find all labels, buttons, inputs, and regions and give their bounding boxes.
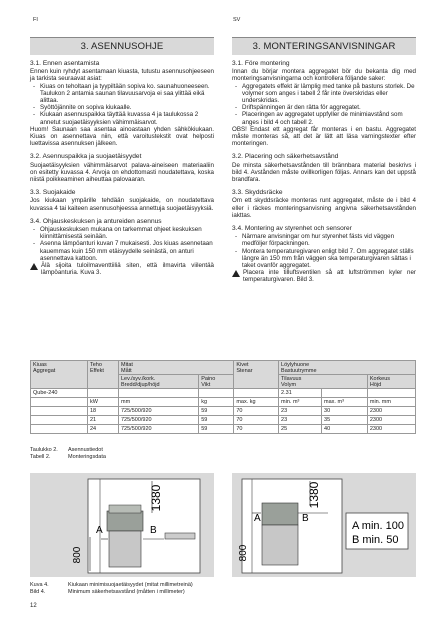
warning <box>232 269 416 283</box>
unit-cell: min. m³ <box>279 398 322 407</box>
table-header-row <box>31 361 416 375</box>
heading-3-2-fi: 3.2. Asennuspaikka ja suojaetäisyydet <box>30 153 142 161</box>
cell: 18 <box>88 407 119 416</box>
th-weight: Paino Vikt <box>199 375 234 389</box>
caption-key: Tabell 2. <box>30 453 51 460</box>
cell: 725/500/920 <box>119 407 199 416</box>
list-item: - Kiukaan asennuspaikka täyttää kuvassa 4 ja taulukossa 2 annetut suojaetäisyyksien vähimmäisarvot. <box>40 111 214 125</box>
paragraph: Suojaetäisyyksien vähimmäisarvot palava-aineiseen materiaaliin on esitetty kuvassa 4. Arvoja on ehdottomasti noudatettava, koska niistä poikkeaminen aiheuttaa palovaaran. <box>30 161 214 184</box>
list-item: - Syöttöjännite on sopiva kiukaalle. <box>40 104 214 111</box>
heading-3-3-fi: 3.3. Suojakaide <box>30 189 76 197</box>
cell: 35 <box>322 416 368 425</box>
unit-cell: kW <box>88 398 119 407</box>
paragraph: Jos kiukaan ympärille tehdään suojakaide, on noudatettava kuvassa 4 tai kaiteen asennusohjeessa annettuja suojaetäisyyksiä. <box>30 197 214 212</box>
cell: 725/500/920 <box>119 425 199 434</box>
cell: 2300 <box>367 416 415 425</box>
cell: 70 <box>234 425 279 434</box>
caption-text: Asennustiedot <box>68 447 103 453</box>
checklist <box>232 233 416 269</box>
th-power: Teho Effekt <box>88 361 119 389</box>
column-sv <box>232 60 416 290</box>
warning <box>30 262 214 276</box>
label-a: A <box>254 513 261 524</box>
label-b: B <box>150 525 157 536</box>
unit-cell: max. m³ <box>322 398 368 407</box>
label-b: B <box>302 513 309 524</box>
cell: 23 <box>279 407 322 416</box>
th-heater: Kiuas Aggregat <box>31 361 88 389</box>
warning-text: Älä sijoita tuloilmaventtiiliä siten, että ilmavirta viilentää lämpöanturia. Kuva 3. <box>41 262 214 277</box>
cell: 59 <box>199 416 234 425</box>
cell: 59 <box>199 425 234 434</box>
th-volume: Tilavuus Volym <box>279 375 368 389</box>
heading-3-4-sv: 3.4. Montering av styrenhet och sensorer <box>232 225 352 233</box>
cell: 70 <box>234 416 279 425</box>
cell: 40 <box>322 425 368 434</box>
paragraph: Innan du börjar montera aggregatet bör du bekanta dig med monteringsanvisningarna och kontrollera följande saker: <box>232 68 416 83</box>
th-size: Lev./syv./kork. Bredd/djup/höjd <box>119 375 199 389</box>
paragraph: De minsta säkerhetsavstånden till brännbara material beskrivs i bild 4. Avstånden måste ovillkorligen följas. Annars kan det uppstå brandfara. <box>232 161 416 184</box>
caption-text: Monteringsdata <box>68 453 106 460</box>
ref-cell: 2.31 <box>279 389 322 398</box>
heading-3-1-sv: 3.1. Före montering <box>232 60 290 67</box>
checklist <box>30 83 214 126</box>
cell: 725/500/920 <box>119 416 199 425</box>
paragraph: Ennen kuin ryhdyt asentamaan kiuasta, tutustu asennusohjeeseen ja tarkista seuraavat asiat: <box>30 68 214 83</box>
warning-text: Placera inte tilluftsventilen så att luftströmmen kyler ner temperaturgivaren. Bild 3. <box>243 269 416 284</box>
page-number: 12 <box>30 603 37 609</box>
th-dimensions: Mitat Mått <box>119 361 234 375</box>
legend-b: B min. 50 <box>352 534 399 546</box>
heading-3-2-sv: 3.2. Placering och säkerhetsavstånd <box>232 153 339 161</box>
list-item: - Driftspänningen är den rätta för aggregatet. <box>242 104 416 111</box>
cell: 21 <box>88 416 119 425</box>
th-height: Korkeus Höjd <box>367 375 415 389</box>
th-stones: Kivet Stenar <box>234 361 279 389</box>
unit-cell: min. mm <box>367 398 415 407</box>
heading-3-3-sv: 3.3. Skyddsräcke <box>232 189 283 197</box>
table-row <box>31 425 416 434</box>
unit-cell: mm <box>119 398 199 407</box>
unit-cell: max. kg <box>234 398 279 407</box>
caption-key: Kuva 4. <box>30 582 49 588</box>
unit-cell: kg <box>199 398 234 407</box>
th-steam-room: Löylyhuone Bastuutrymme <box>279 361 416 375</box>
cell: 24 <box>88 425 119 434</box>
list-item: - Asenna lämpöanturi kuvan 7 mukaisesti. Jos kiuas asennetaan kauemmas kuin 150 mm etäisyydelle seinästä, on anturi asennettava kattoon. <box>40 240 214 262</box>
clearance-diagram <box>232 473 416 577</box>
cell: 2300 <box>367 407 415 416</box>
checklist <box>30 226 214 262</box>
table-caption <box>30 447 106 460</box>
dim-1380: 1380 <box>149 484 163 512</box>
figure-caption <box>30 582 193 595</box>
list-item: - Placeringen av aggregatet uppfyller de minimiavstånd som anges i bild 4 och tabell 2. <box>242 111 416 125</box>
column-fi <box>30 60 214 282</box>
dim-1380: 1380 <box>307 481 321 509</box>
caption-text: Minimum säkerhetsavstånd (måtten i millimeter) <box>68 588 185 595</box>
language-tag-fi: FI <box>33 17 38 23</box>
list-item: - Kiuas on teholtaan ja tyypiltään sopiva ko. saunahuoneeseen. Taulukon 2 antamia saunan tilavuusarvoja ei saa ylittää eikä alittaa. <box>40 83 214 105</box>
caption-key: Taulukko 2. <box>30 447 58 453</box>
table-row <box>31 416 416 425</box>
cell: 25 <box>279 425 322 434</box>
legend-a: A min. 100 <box>352 520 404 532</box>
checklist <box>232 83 416 126</box>
table-row <box>31 389 416 398</box>
clearance-figure-left <box>30 473 214 577</box>
heading-3-1-fi: 3.1. Ennen asentamista <box>30 60 100 67</box>
clearance-diagram <box>30 473 214 577</box>
cell: 70 <box>234 407 279 416</box>
paragraph: Om ett skyddsräcke monteras runt aggregatet, måste de i bild 4 eller i räckes monteringsanvisning angivna säkerhetsavstånden iakttas. <box>232 197 416 219</box>
cell: 2300 <box>367 425 415 434</box>
clearance-figure-right <box>232 473 416 577</box>
dim-800: 800 <box>72 546 83 564</box>
list-item: - Aggregatets effekt är lämplig med tanke på bastuns storlek. De volymer som anges i tabell 2 får inte överskridas eller underskridas. <box>242 83 416 105</box>
list-item: - Montera temperaturegivaren enligt bild 7. Om aggregatet ställs längre än 150 mm från väggen ska temperaturgivaren sättas i taket ovanför aggregatet. <box>242 248 416 270</box>
dim-800: 800 <box>238 544 249 562</box>
warning-icon <box>30 263 38 270</box>
model-cell: Qube-240 <box>31 389 88 398</box>
section-header-sv: 3. MONTERINGSANVISNINGAR <box>232 37 416 55</box>
note: OBS! Endast ett aggregat får monteras i en bastu. Aggregatet måste monteras så, att det är lätt att läsa varningstexter efter monteringen. <box>232 125 416 148</box>
caption-text: Kiukaan minimisuojaetäisyydet (mitat millimetreinä) <box>68 582 193 588</box>
table-row <box>31 407 416 416</box>
warning-icon <box>232 270 240 277</box>
heading-3-4-fi: 3.4. Ohjauskeskuksen ja antureiden asennus <box>30 217 162 225</box>
table-units-row <box>31 398 416 407</box>
language-tag-sv: SV <box>233 17 241 23</box>
caption-key: Bild 4. <box>30 588 46 595</box>
note: Huom! Saunaan saa asentaa ainoastaan yhden sähkökiukaan. Kiuas on asennettava niin, että varoitustekstit ovat helposti luettavissa asennuksen jälkeen. <box>30 125 214 148</box>
label-a: A <box>96 525 103 536</box>
list-item: - Närmare anvisningar om hur styrenhet fästs vid väggen medföljer förpackningen. <box>242 233 416 247</box>
list-item: - Ohjauskeskuksen mukana on tarkemmat ohjeet keskuksen kiinnittämisestä seinään. <box>40 226 214 240</box>
cell: 30 <box>322 407 368 416</box>
cell: 59 <box>199 407 234 416</box>
cell: 23 <box>279 416 322 425</box>
section-header-fi: 3. ASENNUSOHJE <box>30 37 214 55</box>
installation-table <box>30 360 416 434</box>
